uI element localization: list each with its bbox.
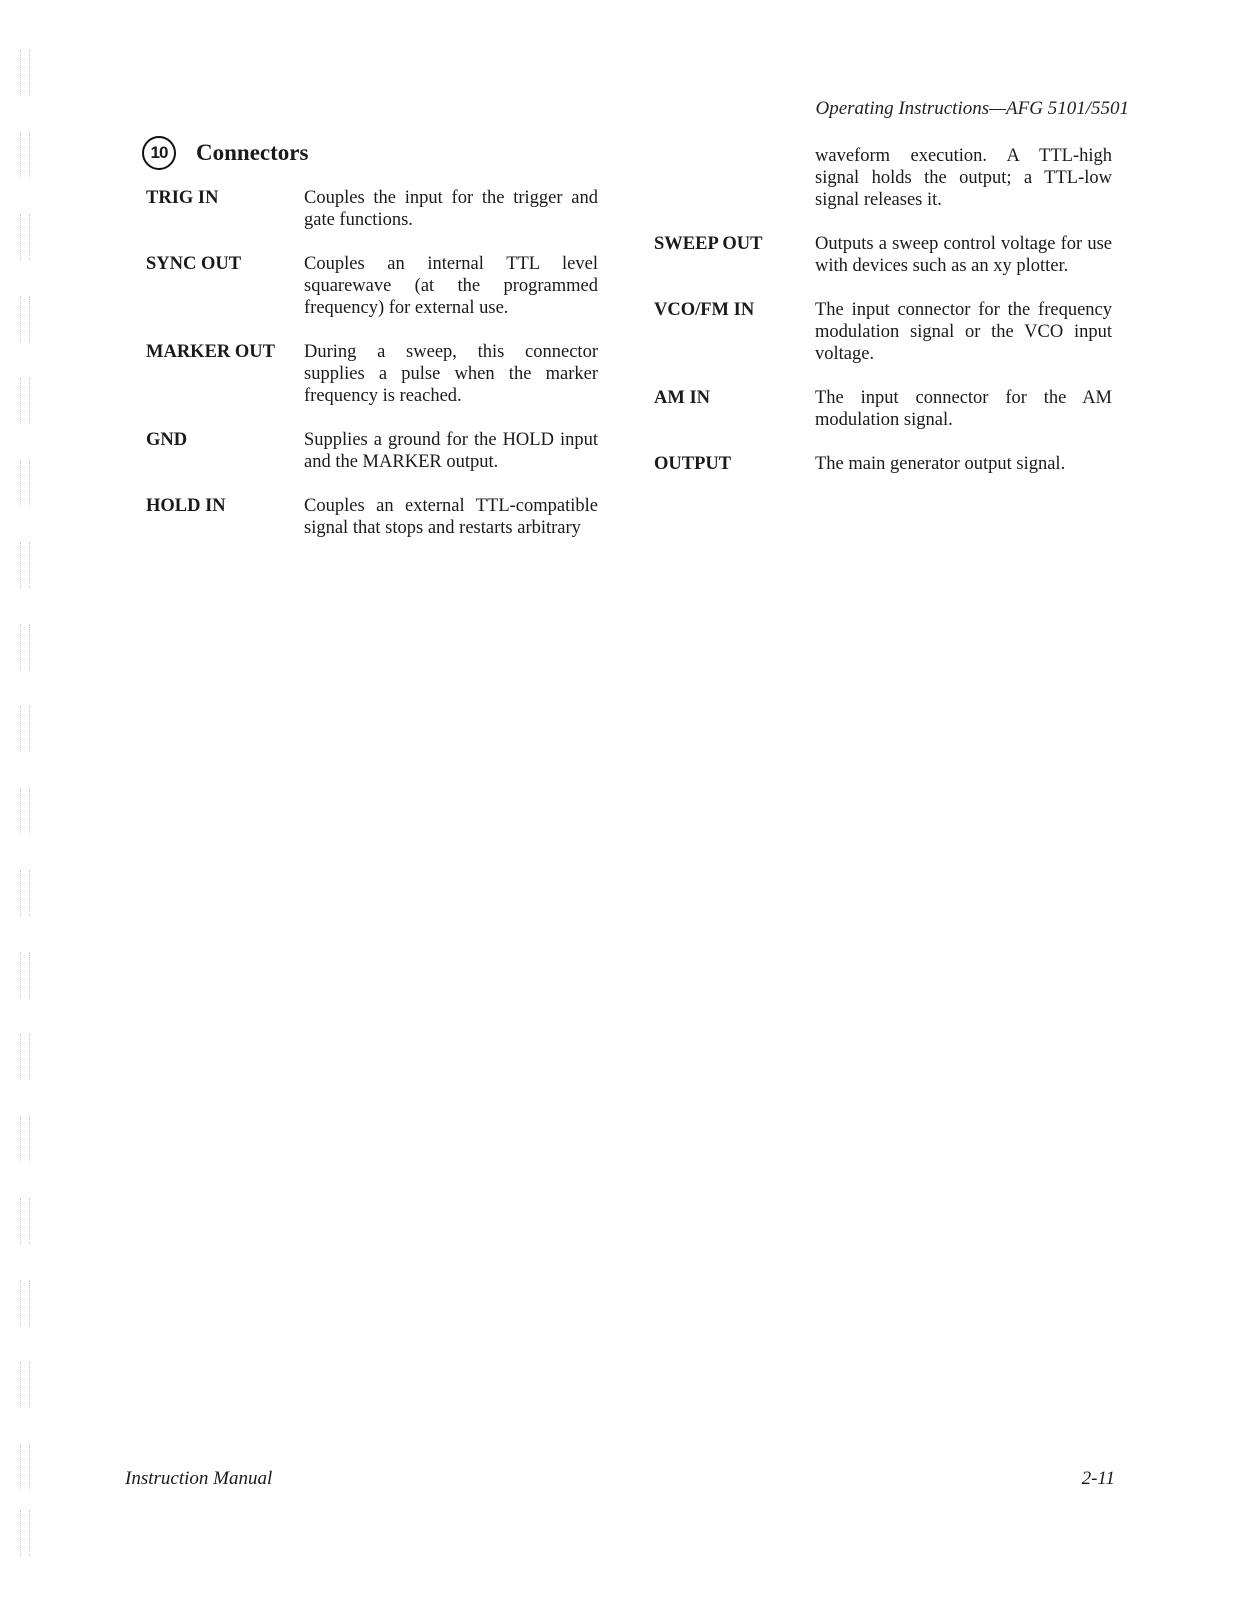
connector-entry-vco-fm-in [654,299,1112,365]
section-heading [142,136,308,170]
connector-term: MARKER OUT [146,342,275,362]
connector-term: VCO/FM IN [654,300,755,320]
connector-entry-sweep-out [654,233,1112,277]
connector-entry-trig-in [146,187,598,231]
connector-term: TRIG IN [146,188,219,208]
connector-entry-am-in [654,387,1112,431]
connector-term: GND [146,430,188,450]
hold-in-description-continuation: waveform execution. A TTL-high signal holds the output; a TTL-low signal releases it. [815,146,1112,210]
connector-description: The input connector for the AM modulation signal. [815,388,1112,430]
connector-description: Supplies a ground for the HOLD input and the MARKER output. [304,430,598,472]
connector-description: Couples an internal TTL level squarewave (at the programmed frequency) for external use. [304,254,598,318]
footer-manual-title: Instruction Manual [125,1468,273,1489]
connector-description: During a sweep, this connector supplies a pulse when the marker frequency is reached. [304,342,598,406]
binder-hole-marks [14,40,38,1560]
section-number-circle: 10 [142,136,176,170]
connector-term: SYNC OUT [146,254,242,274]
connector-entry-gnd [146,429,598,473]
connector-entry-hold-in [146,495,598,539]
connector-entry-marker-out [146,341,598,407]
running-header: Operating Instructions—AFG 5101/5501 [815,98,1129,119]
connector-term: OUTPUT [654,454,732,474]
connector-term: SWEEP OUT [654,234,763,254]
right-column [654,145,1112,497]
section-title: Connectors [196,140,309,165]
connector-entry-output [654,453,1112,475]
page-number: 2-11 [1081,1468,1115,1489]
connector-term: HOLD IN [146,496,226,516]
connector-description: Couples an external TTL-compatible signal that stops and restarts arbitrary [304,496,598,538]
connector-description: Outputs a sweep control voltage for use with devices such as an xy plotter. [815,234,1112,276]
connector-description: The main generator output signal. [815,454,1066,474]
connector-description: Couples the input for the trigger and gate functions. [304,188,598,230]
connector-term: AM IN [654,388,711,408]
left-column [146,187,598,561]
connector-description: The input connector for the frequency modulation signal or the VCO input voltage. [815,300,1112,364]
connector-entry-sync-out [146,253,598,319]
